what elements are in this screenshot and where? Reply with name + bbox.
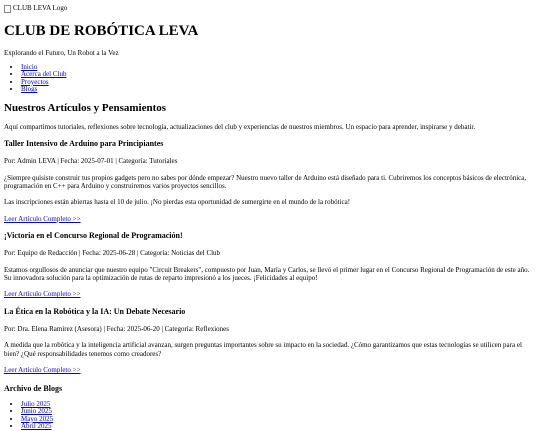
archive-link[interactable]: Junio 2025 (21, 407, 52, 416)
read-more-link[interactable]: Leer Artículo Completo >> (4, 290, 81, 299)
post-paragraph: Las inscripciones están abiertas hasta el 10 de julio. ¡No pierdas esta oportunidad de sumergirte en el mundo de la robótica! (4, 198, 351, 207)
read-more-link[interactable]: Leer Artículo Completo >> (4, 366, 81, 375)
post-title: ¡Victoria en el Concurso Regional de Programación! (4, 231, 183, 241)
archive-item (21, 423, 536, 431)
blog-post (4, 307, 536, 375)
blog-post (4, 139, 536, 223)
post-meta: Por: Admin LEVA | Fecha: 2025-07-01 | Categoría: Tutoriales (4, 157, 178, 166)
archive-item (21, 416, 536, 424)
archive-link[interactable]: Julio 2025 (21, 399, 51, 408)
nav-item-acerca (21, 71, 536, 79)
blog-post (4, 231, 536, 299)
nav-link-inicio[interactable]: Inicio (21, 62, 38, 71)
read-more-link[interactable]: Leer Artículo Completo >> (4, 214, 81, 223)
post-meta: Por: Equipo de Redacción | Fecha: 2025-06-28 | Categoría: Noticias del Club (4, 249, 221, 258)
archive-heading: Archivo de Blogs (4, 383, 63, 393)
post-paragraph: A medida que la robótica y la inteligencia artificial avanzan, surgen preguntas importantes sobre su impacto en la sociedad. ¿Cómo garantizamos que estas tecnologías se utilicen para el bien? ¿Qué responsabilidades tenemos como creadores? (4, 341, 522, 358)
archive-item (21, 408, 536, 416)
nav-item-inicio (21, 64, 536, 72)
blog-intro: Aquí compartimos tutoriales, reflexiones sobre tecnología, actualizaciones del club y experiencias de nuestros miembros. Un espacio para aprender, inspirarse y debatir. (4, 122, 476, 131)
nav-link-proyectos[interactable]: Proyectos (21, 77, 49, 86)
site-title: CLUB DE ROBÓTICA LEVA (4, 23, 199, 39)
main-nav (4, 64, 536, 94)
archive-link[interactable]: Mayo 2025 (21, 414, 54, 423)
blog-heading: Nuestros Artículos y Pensamientos (4, 101, 167, 114)
post-meta: Por: Dra. Elena Ramírez (Asesora) | Fecha: 2025-06-20 | Categoría: Reflexiones (4, 325, 229, 333)
broken-image-icon (4, 5, 11, 13)
nav-link-acerca[interactable]: Acerca del Club (21, 70, 67, 79)
archive-list (4, 401, 536, 431)
nav-item-blogs (21, 86, 536, 94)
site-tagline: Explorando el Futuro, Un Robot a la Vez (4, 48, 119, 57)
archive-link[interactable]: Abril 2025 (21, 422, 52, 431)
post-paragraph: Estamos orgullosos de anunciar que nuestro equipo "Circuit Breakers", compuesto por Juan, María y Carlos, se llevó el primer lugar en el Concurso Regional de Programación de este año. Su innovadora solución para la optimización de rutas de reparto impresionó a los jueces. ¡Felicidades al equipo! (4, 265, 530, 283)
post-paragraph: ¿Siempre quisiste construir tus propios gadgets pero no sabes por dónde empezar? Nuestro nuevo taller de Arduino está diseñado para ti. Cubriremos los conceptos básicos de electrónica, programación en C++ para Arduino y construiremos varios proyectos sencillos. (4, 173, 527, 190)
club-logo (4, 4, 536, 13)
nav-link-blogs[interactable]: Blogs (21, 85, 38, 94)
post-title: La Ética en la Robótica y la IA: Un Debate Necesario (4, 306, 186, 316)
post-title: Taller Intensivo de Arduino para Principiantes (4, 138, 164, 148)
logo-alt-text: CLUB LEVA Logo (13, 4, 68, 13)
nav-item-proyectos (21, 79, 536, 87)
